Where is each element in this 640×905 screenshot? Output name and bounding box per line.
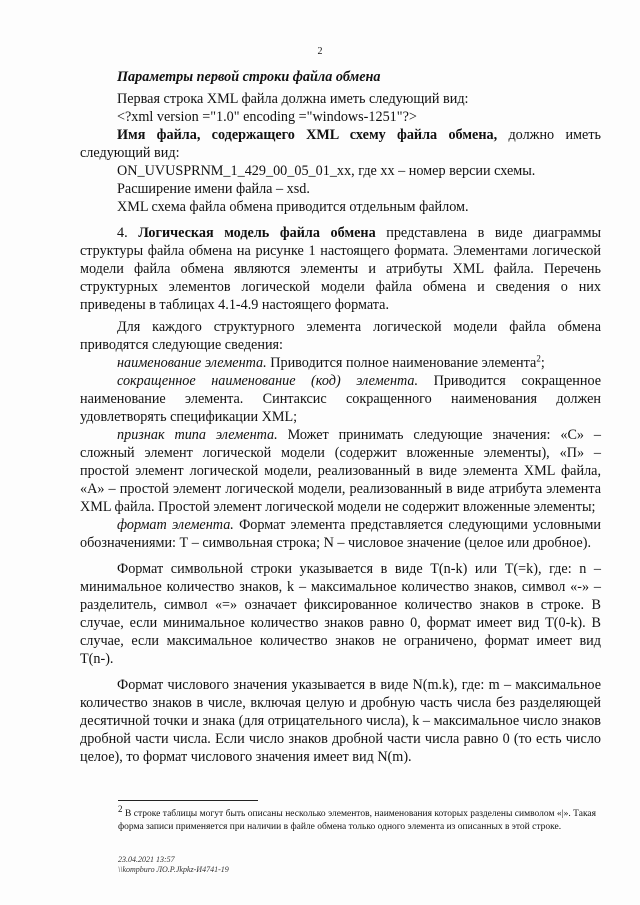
italic-term: сокращенное наименование (код) элемента. — [117, 373, 419, 389]
footnote-mark: 2 — [118, 803, 123, 814]
italic-term: наименование элемента. — [117, 355, 267, 371]
paragraph: ON_UVUSPRNM_1_429_00_05_01_xx, где хх – номер версии схемы. — [117, 163, 536, 179]
paragraph: XML схема файла обмена приводится отдельным файлом. — [117, 199, 469, 215]
footnote-divider — [118, 800, 258, 801]
paragraph: Для каждого структурного элемента логической модели файла обмена приводятся следующие сведения: — [80, 319, 601, 353]
footnote-ref: 2 — [536, 353, 541, 364]
paragraph — [80, 224, 601, 314]
paragraph: Первая строка XML файла должна иметь следующий вид: — [117, 91, 469, 107]
paragraph — [80, 354, 601, 372]
italic-term: признак типа элемента. — [117, 427, 278, 443]
italic-term: формат элемента. — [117, 517, 234, 533]
page-number: 2 — [317, 46, 323, 57]
text: Приводится полное наименование элемента — [266, 355, 537, 371]
footnote-text: В строке таблицы могут быть описаны несколько элементов, наименования которых разделены символом «|». Такая форма записи применяется при наличии в файле обмена только одного элемента из описанных в этой строке. — [118, 809, 596, 832]
item-number: 4. — [117, 225, 139, 241]
paragraph: Расширение имени файла – xsd. — [117, 181, 310, 197]
document-body — [80, 68, 601, 766]
text: Формат элемента представляется следующими условными обозначениями: Т – символьная строка; N – числовое значение (целое или дробное). — [80, 517, 601, 551]
paragraph — [80, 516, 601, 552]
stamp-date: 23.04.2021 13:57 — [118, 855, 175, 864]
text: Может принимать следующие значения: «С» – сложный элемент логической модели (содержит вложенные элементы), «П» – простой элемент логической модели, реализованный в виде элемента XML файла, «А» – простой элемент логической модели, реализованный в виде атрибута элемента XML файла. Простой элемент логической модели не содержит вложенные элементы; — [80, 427, 601, 515]
footnote — [118, 803, 596, 833]
stamp-path: \\kompburo ЛО.Р.Jkpkz-И4741-19 — [118, 865, 229, 874]
paragraph — [80, 372, 601, 426]
paragraph: Формат символьной строки указывается в виде Т(n-k) или T(=k), где: n – минимальное количество знаков, k – максимальное количество знаков, символ «-» – разделитель, символ «=» означает фиксированное количество знаков в строке. В случае, если минимальное количество знаков равно 0, формат имеет вид Т(0-k). В случае, если максимальное количество знаков не ограничено, формат имеет вид Т(n-). — [80, 561, 601, 667]
paragraph — [80, 426, 601, 516]
text: должно иметь следующий вид: — [80, 127, 601, 161]
xml-declaration: <?xml version ="1.0" encoding ="windows-1251"?> — [117, 109, 417, 125]
bold-text: Имя файла, содержащего XML схему файла обмена, — [117, 127, 498, 143]
text: представлена в виде диаграммы структуры файла обмена на рисунке 1 настоящего формата. Элементами логической модели файла обмена являются элементы и атрибуты XML файла. Перечень структурных элементов логической модели файла обмена и сведения о них приведены в таблицах 4.1-4.9 настоящего формата. — [80, 225, 602, 313]
paragraph: Формат числового значения указывается в виде N(m.k), где: m – максимальное количество знаков в числе, включая целую и дробную часть числа без разделяющей десятичной точки и знака (для отрицательного числа), k – максимальное число знаков дробной части числа. Если число знаков дробной части числа равно 0 (то есть число целое), то формат числового значения имеет вид N(m). — [80, 677, 601, 765]
text: Приводится сокращенное наименование элемента. Синтаксис сокращенного наименования должен удовлетворять спецификации XML; — [80, 373, 602, 425]
bold-text: Логическая модель файла обмена — [138, 225, 376, 241]
text: ; — [540, 355, 545, 371]
print-stamp — [118, 855, 229, 875]
paragraph — [80, 126, 601, 162]
section-heading: Параметры первой строки файла обмена — [117, 69, 381, 85]
